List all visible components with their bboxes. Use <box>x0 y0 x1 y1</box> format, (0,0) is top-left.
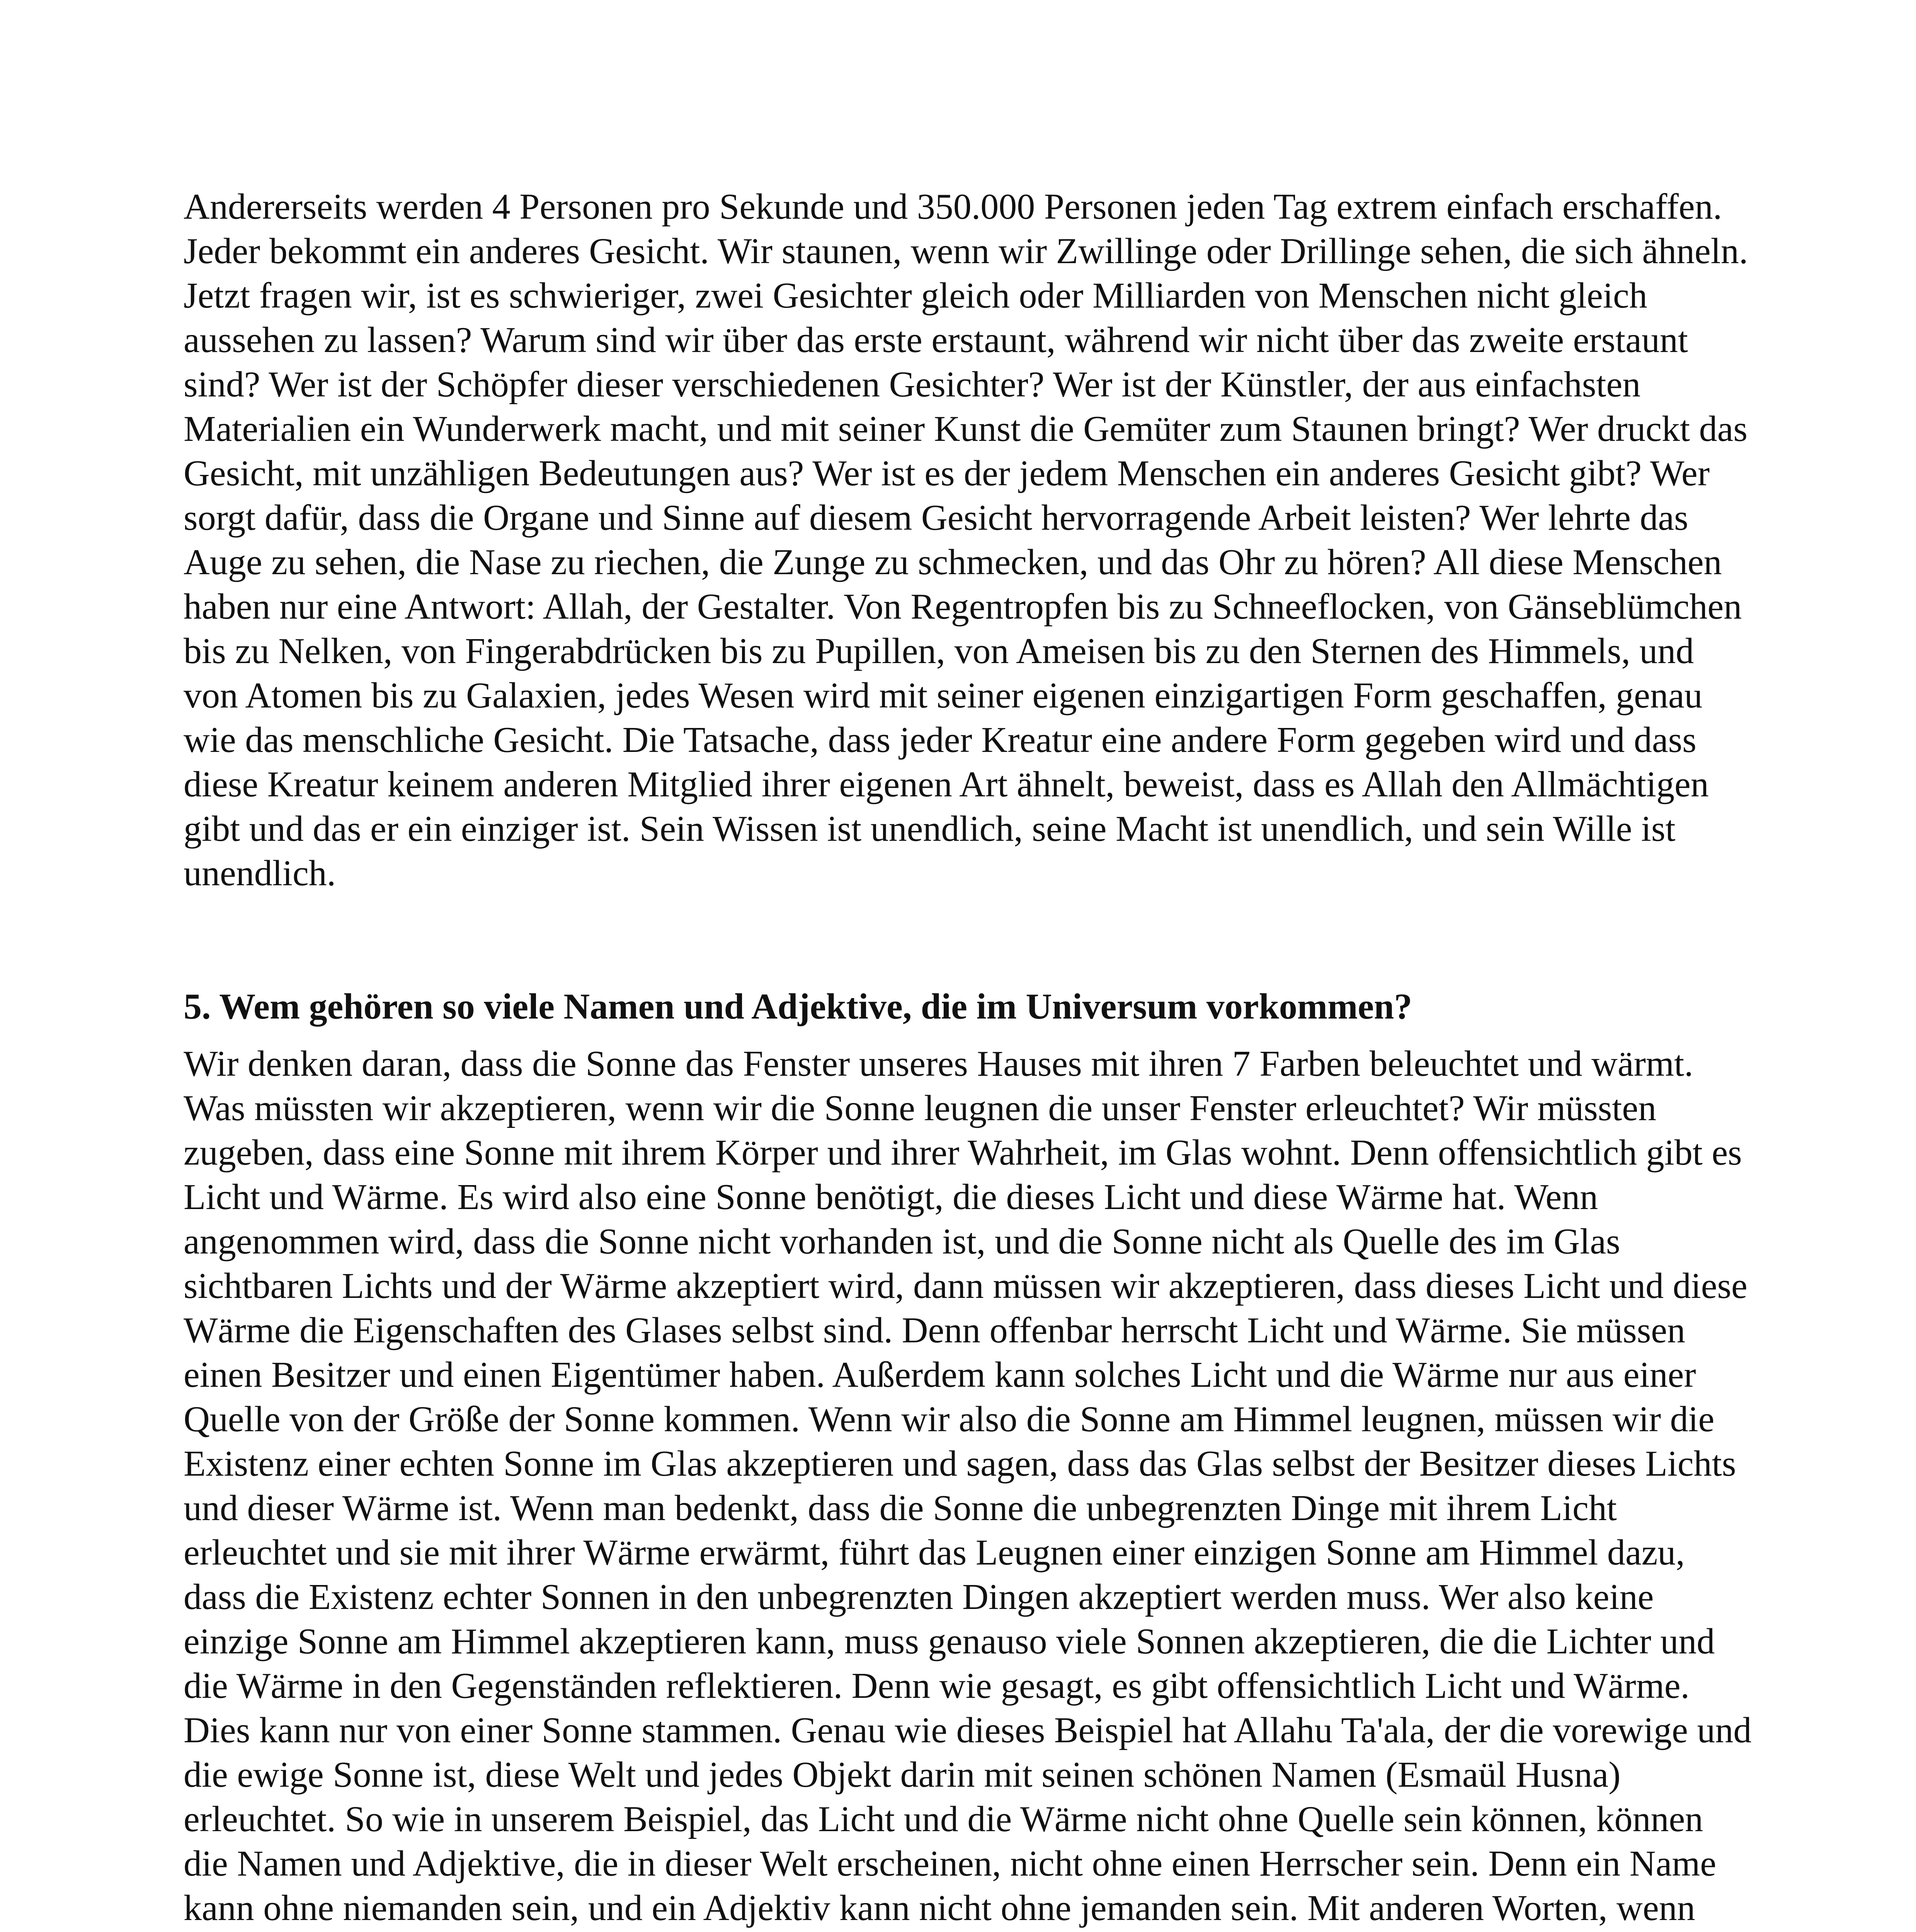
section-heading: 5. Wem gehören so viele Namen und Adjektive, die im Universum vorkommen? <box>184 986 1412 1027</box>
document-body <box>184 185 1753 1932</box>
paragraph-sun-example: Wir denken daran, dass die Sonne das Fenster unseres Hauses mit ihren 7 Farben beleuchtet und wärmt. Was müssten wir akzeptieren, wenn wir die Sonne leugnen die unser Fenster erleuchtet? Wir müssten zugeben, dass eine Sonne mit ihrem Körper und ihrer Wahrheit, im Glas wohnt. Denn offensichtlich gibt es Licht und Wärme. Es wird also eine Sonne benötigt, die dieses Licht und diese Wärme hat. Wenn angenommen wird, dass die Sonne nicht vorhanden ist, und die Sonne nicht als Quelle des im Glas sichtbaren Lichts und der Wärme akzeptiert wird, dann müssen wir akzeptieren, dass dieses Licht und diese Wärme die Eigenschaften des Glases selbst sind. Denn offenbar herrscht Licht und Wärme. Sie müssen einen Besitzer und einen Eigentümer haben. Außerdem kann solches Licht und die Wärme nur aus einer Quelle von der Größe der Sonne kommen. Wenn wir also die Sonne am Himmel leugnen, müssen wir die Existenz einer echten Sonne im Glas akzeptieren und sagen, dass das Glas selbst der Besitzer dieses Lichts und dieser Wärme ist. Wenn man bedenkt, dass die Sonne die unbegrenzten Dinge mit ihrem Licht erleuchtet und sie mit ihrer Wärme erwärmt, führt das Leugnen einer einzigen Sonne am Himmel dazu, dass die Existenz echter Sonnen in den unbegrenzten Dingen akzeptiert werden muss. Wer also keine einzige Sonne am Himmel akzeptieren kann, muss genauso viele Sonnen akzeptieren, die die Lichter und die Wärme in den Gegenständen reflektieren. Denn wie gesagt, es gibt offensichtlich Licht und Wärme. Dies kann nur von einer Sonne stammen. Genau wie dieses Beispiel hat Allahu Ta'ala, der die vorewige und die ewige Sonne ist, diese Welt und jedes Objekt darin mit seinen schönen Namen (Esmaül Husna) erleuchtet. So wie in unserem Beispiel, das Licht und die Wärme nicht ohne Quelle sein können, können die Namen und Adjektive, die in dieser Welt erscheinen, nicht ohne einen Herrscher sein. Denn ein Name kann ohne niemanden sein, und ein Adjektiv kann nicht ohne jemanden sein. Mit anderen Worten, wenn <box>184 1044 1752 1928</box>
paragraph-faces: Andererseits werden 4 Personen pro Sekunde und 350.000 Personen jeden Tag extrem einfach erschaffen. Jeder bekommt ein anderes Gesicht. Wir staunen, wenn wir Zwillinge oder Drillinge sehen, die sich ähneln. Jetzt fragen wir, ist es schwieriger, zwei Gesichter gleich oder Milliarden von Menschen nicht gleich aussehen zu lassen? Warum sind wir über das erste erstaunt, während wir nicht über das zweite erstaunt sind? Wer ist der Schöpfer dieser verschiedenen Gesichter? Wer ist der Künstler, der aus einfachsten Materialien ein Wunderwerk macht, und mit seiner Kunst die Gemüter zum Staunen bringt? Wer druckt das Gesicht, mit unzähligen Bedeutungen aus? Wer ist es der jedem Menschen ein anderes Gesicht gibt? Wer sorgt dafür, dass die Organe und Sinne auf diesem Gesicht hervorragende Arbeit leisten? Wer lehrte das Auge zu sehen, die Nase zu riechen, die Zunge zu schmecken, und das Ohr zu hören? All diese Menschen haben nur eine Antwort: Allah, der Gestalter. Von Regentropfen bis zu Schneeflocken, von Gänseblümchen bis zu Nelken, von Fingerabdrücken bis zu Pupillen, von Ameisen bis zu den Sternen des Himmels, und von Atomen bis zu Galaxien, jedes Wesen wird mit seiner eigenen einzigartigen Form geschaffen, genau wie das menschliche Gesicht. Die Tatsache, dass jeder Kreatur eine andere Form gegeben wird und dass diese Kreatur keinem anderen Mitglied ihrer eigenen Art ähnelt, beweist, dass es Allah den Allmächtigen gibt und das er ein einziger ist. Sein Wissen ist unendlich, seine Macht ist unendlich, und sein Wille ist unendlich. <box>184 187 1748 893</box>
